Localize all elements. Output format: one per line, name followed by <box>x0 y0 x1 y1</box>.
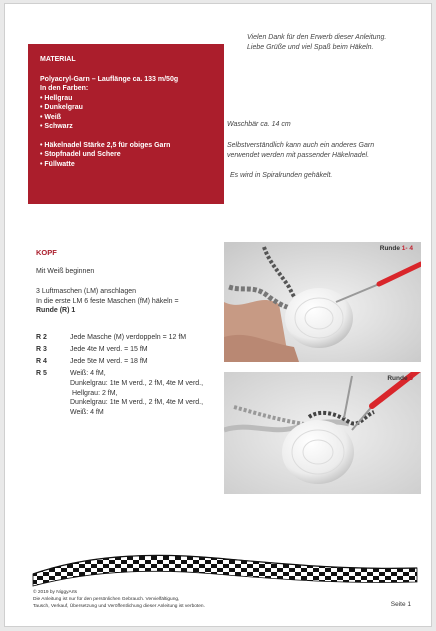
size-text: Waschbär ca. 14 cm <box>227 121 291 128</box>
photo-round-5 <box>224 372 421 494</box>
crochet-photo-1-image <box>224 242 421 362</box>
photo-caption: Runde 5 <box>387 375 413 382</box>
thanks-text: Vielen Dank für den Erwerb dieser Anleitung. Liebe Grüße und viel Spaß beim Häkeln. <box>247 34 387 51</box>
tool-item: • Stopfnadel und Schere <box>40 151 121 158</box>
colors-intro: In den Farben: <box>40 85 89 92</box>
intro-text: 3 Luftmaschen (LM) anschlagen In die erste LM 6 feste Maschen (fM) häkeln = Runde (R) 1 <box>36 288 179 315</box>
material-heading: MATERIAL <box>40 56 76 63</box>
crochet-photo-2-image <box>224 372 421 494</box>
photo-caption: Runde 1- 4 <box>379 245 413 252</box>
yarn-line: Polyacryl-Garn – Lauflänge ca. 133 m/50g <box>40 75 179 83</box>
yarn-note: Selbstverständlich kann auch ein anderes Garn verwendet werden mit passender Häkelnadel. <box>227 142 375 159</box>
tool-item: • Füllwatte <box>40 160 75 168</box>
round5-continuation: Dunkelgrau: 1te M verd., 2 fM, 4te M verd., Hellgrau: 2 fM, Dunkelgrau: 1te M verd., 2 fM, 4te M verd., Weiß: 4 fM <box>70 380 204 416</box>
checkered-wave-decoration <box>25 544 423 590</box>
start-text: Mit Weiß beginnen <box>36 268 95 275</box>
document-page: Vielen Dank für den Erwerb dieser Anleitung. Liebe Grüße und viel Spaß beim Häkeln. MATERIAL Polyacryl-Garn – Lauflänge ca. 133 m/50g In den Farben: • Hellgrau • Dunkelgrau • Weiß • Schwarz • Häkelnadel Stärke 2,5 für obiges Garn • Stopfnadel und Schere • Füllwatte Waschbär ca. 14 cm Selbstverständlich kann auch ein anderes Garn verwendet werden mit passender Häkelnadel. Es wird in Spiralrunden gehäkelt. KOPF Mit Weiß beginnen 3 Luftmaschen (LM) anschlagen In die erste LM 6 feste Maschen (fM) häkeln = Runde (R) 1 R 2 Jede Masche (M) verdoppeln = 12 fM R 3 Jede 4te M verd. = 15 fM R 4 Jede 5te M verd. = 18 fM R 5 Weiß: 4 fM, Dunkelgrau: 1te M verd., 2 fM, 4te M verd., Hellgrau: 2 fM, Dunkelgrau: 1te M verd., 2 fM, 4te M verd., Weiß: 4 fM Runde 1- 4 Runde 5 © 2019 by NiggyArts Die Anleitung ist nur für den persönlichen Gebrauch. Vervielfältigung, Tausch, Verkauf, Übersetzung und Veröffentlichung dieser Anleitung ist verboten. Seite 1 <box>4 3 432 627</box>
section-title: KOPF <box>36 248 57 257</box>
color-item: • Dunkelgrau <box>40 104 83 111</box>
color-item: • Weiß <box>40 113 61 121</box>
color-item: • Schwarz <box>40 123 73 130</box>
color-item: • Hellgrau <box>40 94 73 102</box>
page-number: Seite 1 <box>390 601 411 608</box>
footer-copyright: © 2019 by NiggyArts Die Anleitung ist nur für den persönlichen Gebrauch. Vervielfältigung, Tausch, Verkauf, Übersetzung und Veröffentlichung dieser Anleitung ist verboten. <box>33 590 205 609</box>
spiral-note: Es wird in Spiralrunden gehäkelt. <box>230 172 333 179</box>
material-box <box>28 44 224 204</box>
photo-round-1-4 <box>224 242 421 362</box>
tool-item: • Häkelnadel Stärke 2,5 für obiges Garn <box>40 141 171 149</box>
